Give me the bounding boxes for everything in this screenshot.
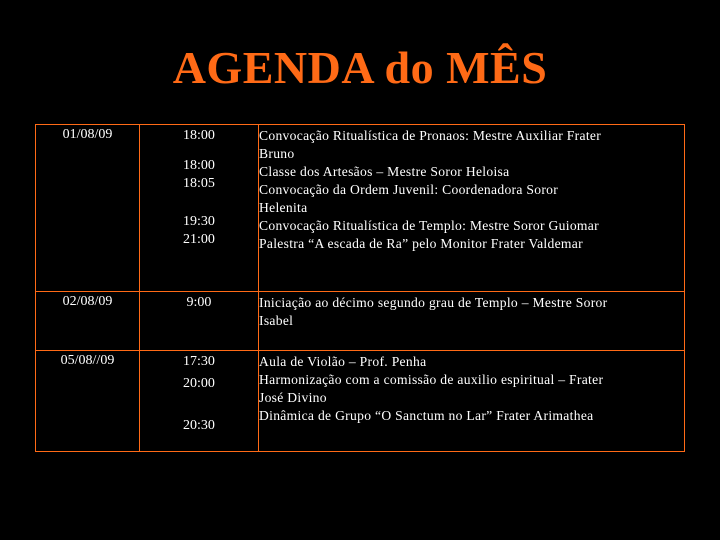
page-title: AGENDA do MÊS — [172, 42, 548, 93]
table-row — [36, 351, 685, 452]
time-entry: 19:30 — [183, 214, 215, 229]
description-line: Convocação da Ordem Juvenil: Coordenadora Soror — [259, 182, 559, 197]
description-line: Iniciação ao décimo segundo grau de Templo – Mestre Soror — [259, 295, 608, 310]
time-cell — [140, 292, 259, 351]
description-line: Dinâmica de Grupo “O Sanctum no Lar” Frater Arimathea — [259, 408, 594, 423]
description-line: Classe dos Artesãos – Mestre Soror Heloisa — [259, 164, 510, 179]
description-line: Palestra “A escada de Ra” pelo Monitor Frater Valdemar — [259, 236, 583, 251]
date-cell: 01/08/09 — [36, 125, 140, 292]
description-line: Harmonização com a comissão de auxilio espiritual – Frater — [259, 372, 604, 387]
description-line: Convocação Ritualística de Templo: Mestre Soror Guiomar — [259, 218, 599, 233]
description-line: Aula de Violão – Prof. Penha — [259, 354, 427, 369]
description-line: Isabel — [259, 313, 294, 328]
date-cell: 05/08//09 — [36, 351, 140, 452]
time-entry: 18:00 — [183, 128, 215, 143]
time-entry: 20:30 — [183, 418, 215, 433]
table-row — [36, 292, 685, 351]
description-cell — [259, 292, 685, 351]
time-entry: 9:00 — [186, 295, 212, 310]
time-cell — [140, 351, 259, 452]
date-cell: 02/08/09 — [36, 292, 140, 351]
time-entry: 18:00 — [183, 158, 215, 173]
time-entry: 21:00 — [183, 232, 215, 247]
description-line: Helenita — [259, 200, 308, 215]
description-cell — [259, 351, 685, 452]
description-line: José Divino — [259, 390, 327, 405]
description-line: Convocação Ritualística de Pronaos: Mestre Auxiliar Frater — [259, 128, 602, 143]
time-entry: 17:30 — [183, 354, 215, 369]
table-row — [36, 125, 685, 292]
time-cell — [140, 125, 259, 292]
agenda-table — [35, 124, 685, 452]
description-line: Bruno — [259, 146, 295, 161]
time-entry: 18:05 — [183, 176, 215, 191]
description-cell — [259, 125, 685, 292]
time-entry: 20:00 — [183, 376, 215, 391]
